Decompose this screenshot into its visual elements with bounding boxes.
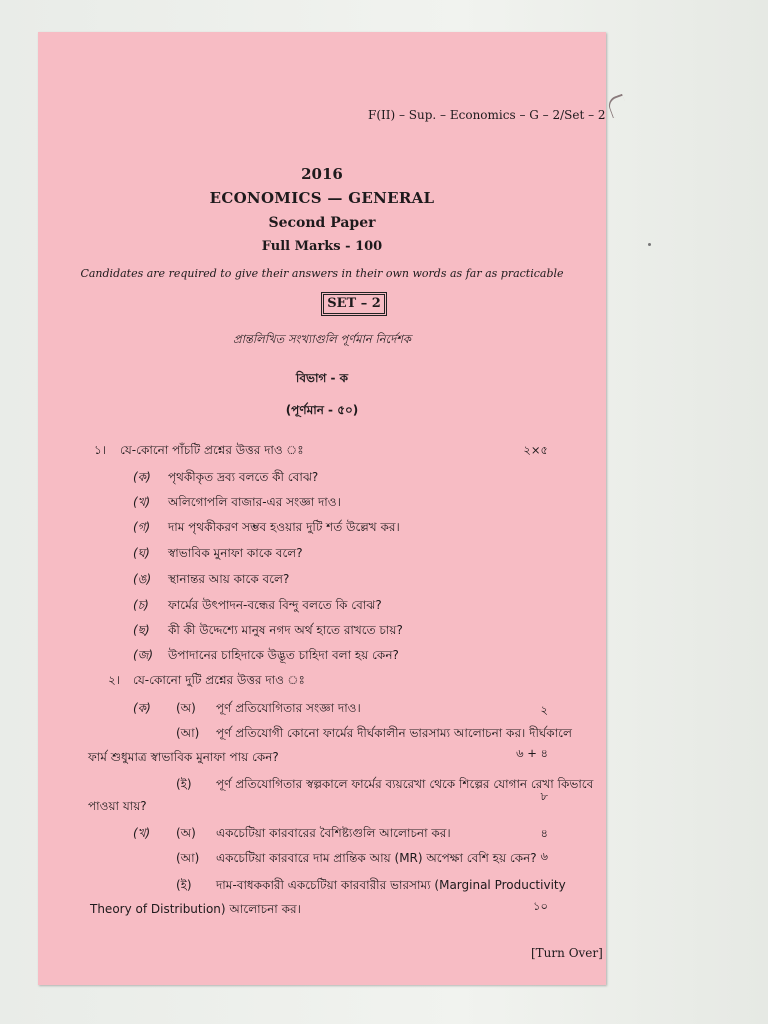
q2-kha-a-text: একচেটিয়া কারবারের বৈশিষ্ট্যগুলি আলোচনা কর। — [216, 826, 451, 840]
q2-kha-i-marks: ১০ — [533, 899, 548, 913]
q1-item-label: (চ) — [133, 598, 149, 612]
q1-item-label: (গ) — [133, 520, 151, 534]
q1-prompt: যে-কোনো পাঁচটি প্রশ্নের উত্তর দাও ঃ — [120, 443, 304, 457]
subject-title: ECONOMICS — GENERAL — [209, 189, 435, 207]
q1-item-label: (ঘ) — [133, 546, 150, 560]
q2-ka-a-text: পূর্ণ প্রতিযোগিতার সংজ্ঞা দাও। — [216, 701, 361, 715]
turn-over-note: [Turn Over] — [531, 946, 603, 960]
q2-kha-i-text: দাম-বাধককারী একচেটিয়া কারবারীর ভারসাম্য (Marginal Productivity — [216, 878, 566, 892]
q2-ka-i-text: পূর্ণ প্রতিযোগিতার স্বল্পকালে ফার্মের ব্যয়রেখা থেকে শিল্পের যোগান রেখা কিভাবে — [216, 777, 594, 791]
q2-ka-a-label: (অ) — [176, 701, 196, 715]
q2-ka-label: (ক) — [133, 701, 151, 715]
q2-kha-aa-marks: ৬ — [540, 849, 548, 863]
q2-ka-i-text-cont: পাওয়া যায়? — [88, 799, 147, 813]
full-marks: Full Marks - 100 — [261, 239, 383, 254]
q2-kha-a-marks: ৪ — [540, 826, 548, 840]
q2-number: ২। — [108, 673, 121, 687]
section-full-marks: (পূর্ণমান - ৫০) — [285, 403, 359, 417]
scan-speck — [648, 243, 651, 246]
paper-number: Second Paper — [268, 215, 376, 231]
q2-ka-aa-text-cont: ফার্ম শুধুমাত্র স্বাভাবিক মুনাফা পায় কেন? — [88, 750, 279, 764]
marks-note: প্রান্তলিখিত সংখ্যাগুলি পূর্ণমান নির্দেশক — [233, 332, 411, 346]
q2-ka-aa-marks: ৬ + ৪ — [516, 746, 548, 760]
q1-item-label: (ছ) — [133, 623, 150, 637]
exam-year: 2016 — [301, 165, 343, 183]
q1-item-text: অলিগোপলি বাজার-এর সংজ্ঞা দাও। — [168, 495, 341, 509]
q2-kha-aa-text: একচেটিয়া কারবারে দাম প্রান্তিক আয় (MR) অপেক্ষা বেশি হয় কেন? — [216, 851, 537, 865]
q1-item-text: উপাদানের চাহিদাকে উদ্ভূত চাহিদা বলা হয় কেন? — [168, 648, 399, 662]
paper-code: F(II) – Sup. – Economics – G – 2/Set – 2 — [368, 108, 606, 122]
q1-number: ১। — [94, 443, 107, 457]
q2-kha-label: (খ) — [133, 826, 151, 840]
q1-marks: ২×৫ — [523, 443, 548, 457]
q1-item-text: দাম পৃথকীকরণ সম্ভব হওয়ার দুটি শর্ত উল্লেখ কর। — [168, 520, 400, 534]
q1-item-label: (জ) — [133, 648, 154, 662]
q2-ka-i-marks: ৮ — [540, 789, 548, 803]
q2-kha-aa-label: (আ) — [176, 851, 200, 865]
set-box: SET – 2 — [321, 292, 387, 316]
q1-item-label: (ক) — [133, 470, 151, 484]
exam-paper — [38, 32, 606, 985]
q1-item-label: (ঙ) — [133, 572, 152, 586]
q2-kha-a-label: (অ) — [176, 826, 196, 840]
q2-prompt: যে-কোনো দুটি প্রশ্নের উত্তর দাও ঃ — [133, 673, 305, 687]
q1-item-text: ফার্মের উৎপাদন-বন্ধের বিন্দু বলতে কি বোঝ? — [168, 598, 382, 612]
q2-ka-i-label: (ই) — [176, 777, 192, 791]
instructions: Candidates are required to give their answers in their own words as far as practicable — [80, 267, 564, 280]
q2-kha-i-text-cont: Theory of Distribution) আলোচনা কর। — [90, 902, 301, 916]
q2-kha-i-label: (ই) — [176, 878, 192, 892]
q1-item-text: পৃথকীকৃত দ্রব্য বলতে কী বোঝ? — [168, 470, 319, 484]
section-heading: বিভাগ - ক — [295, 371, 349, 385]
q1-item-text: কী কী উদ্দেশ্যে মানুষ নগদ অর্থ হাতে রাখতে চায়? — [168, 623, 403, 637]
q2-ka-a-marks: ২ — [540, 703, 548, 717]
q1-item-label: (খ) — [133, 495, 151, 509]
q1-item-text: স্বাভাবিক মুনাফা কাকে বলে? — [168, 546, 303, 560]
q2-ka-aa-label: (আ) — [176, 726, 200, 740]
q2-ka-aa-text: পূর্ণ প্রতিযোগী কোনো ফার্মের দীর্ঘকালীন ভারসাম্য আলোচনা কর। দীর্ঘকালে — [216, 726, 572, 740]
q1-item-text: স্থানান্তর আয় কাকে বলে? — [168, 572, 290, 586]
